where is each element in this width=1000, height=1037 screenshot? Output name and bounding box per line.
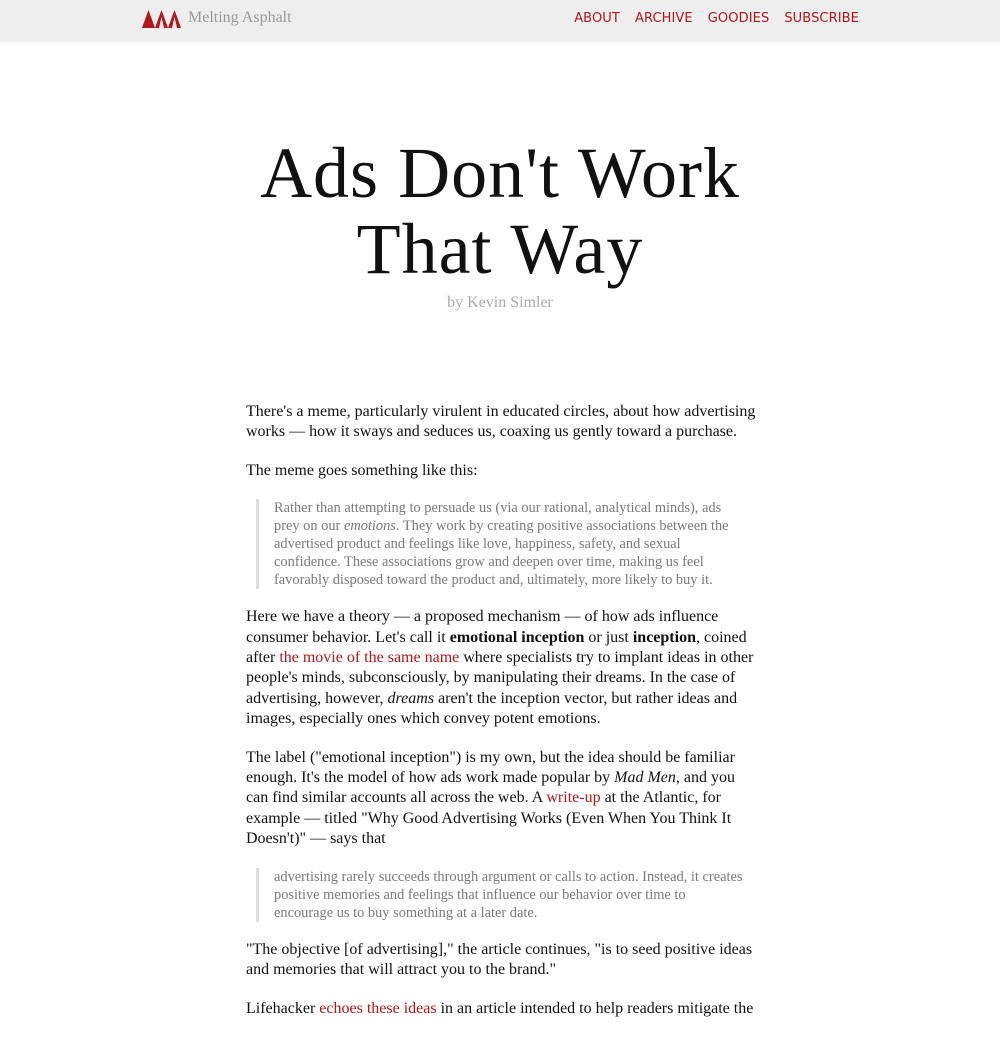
- post-byline: by Kevin Simler: [447, 294, 553, 311]
- paragraph-text: , and you can find similar accounts all across the web. A: [246, 769, 736, 807]
- paragraph-text: at the Atlantic, for example — titled "Why Good Advertising Works (Even When You Think It Doesn't)" — says that: [246, 789, 732, 848]
- paragraph-text: The label ("emotional inception") is my own, but the idea should be familiar enough. It's the model of how ads work made popular by: [246, 748, 735, 787]
- post-title-line-2: That Way: [356, 209, 644, 289]
- nav-about-link[interactable]: ABOUT: [574, 11, 620, 26]
- paragraph-text: in an article intended to help readers mitigate the: [436, 999, 754, 1017]
- article-body: [246, 402, 758, 1037]
- paragraph-meme: The meme goes something like this:: [246, 461, 478, 479]
- paragraph-text: where specialists try to implant ideas in other people's minds, subconsciously, by manipulating their dreams. In the case of advertising, however,: [246, 649, 754, 707]
- nav-archive-link[interactable]: ARCHIVE: [634, 11, 693, 26]
- blockquote-text: Rather than attempting to persuade us (via our rational, analytical minds), ads prey on our: [274, 500, 722, 535]
- post-title-line-1: Ads Don't Work: [260, 133, 740, 213]
- paragraph-inception: [246, 607, 758, 729]
- melting-asphalt-logo-icon[interactable]: [142, 10, 181, 28]
- emphasis-text: Mad Men: [614, 769, 676, 787]
- main-nav: [574, 11, 859, 26]
- site-name-link[interactable]: Melting Asphalt: [188, 9, 292, 26]
- paragraph-text: Lifehacker: [246, 999, 320, 1017]
- paragraph-text: Here we have a theory — a proposed mechanism — of how ads influence consumer behavior. Let's call it: [246, 608, 719, 646]
- blockquote-meme: [256, 499, 746, 589]
- top-navigation-bar: [0, 0, 1000, 41]
- nav-subscribe-link[interactable]: SUBSCRIBE: [784, 11, 859, 26]
- nav-goodies-link[interactable]: GOODIES: [707, 11, 770, 26]
- post-title: [0, 135, 1000, 287]
- emphasis-text: emotions: [343, 518, 396, 535]
- paragraph-text: , coined after: [246, 628, 747, 667]
- paragraph-label: [246, 748, 758, 850]
- write-up-link[interactable]: write-up: [546, 789, 601, 807]
- movie-link[interactable]: the movie of the same name: [279, 649, 460, 667]
- echoes-link[interactable]: echoes these ideas: [319, 999, 437, 1017]
- paragraph-text: aren't the inception vector, but rather ideas and images, especially ones which convey potent emotions.: [246, 689, 738, 728]
- blockquote-text: . They work by creating positive associations between the advertised product and feelings like love, happiness, safety, and sexual confidence. These associations grow and deepen over time, making us feel favorably disposed toward the product and, ultimately, more likely to buy it.: [274, 518, 729, 589]
- paragraph-text: or just: [584, 628, 633, 646]
- bold-term: emotional inception: [449, 628, 585, 646]
- paragraph-objective: "The objective [of advertising]," the article continues, "is to seed positive ideas and memories that will attract you to the brand.": [246, 940, 753, 979]
- paragraph-intro: There's a meme, particularly virulent in educated circles, about how advertising works — how it sways and seduces us, coaxing us gently toward a purchase.: [246, 403, 756, 441]
- emphasis-text: dreams: [387, 689, 435, 707]
- blockquote-atlantic: advertising rarely succeeds through argument or calls to action. Instead, it creates positive memories and feelings that influence our behavior over time to encourage us to buy something at a later date.: [256, 868, 746, 922]
- bold-term: inception: [632, 628, 696, 646]
- paragraph-lifehacker: [246, 999, 758, 1019]
